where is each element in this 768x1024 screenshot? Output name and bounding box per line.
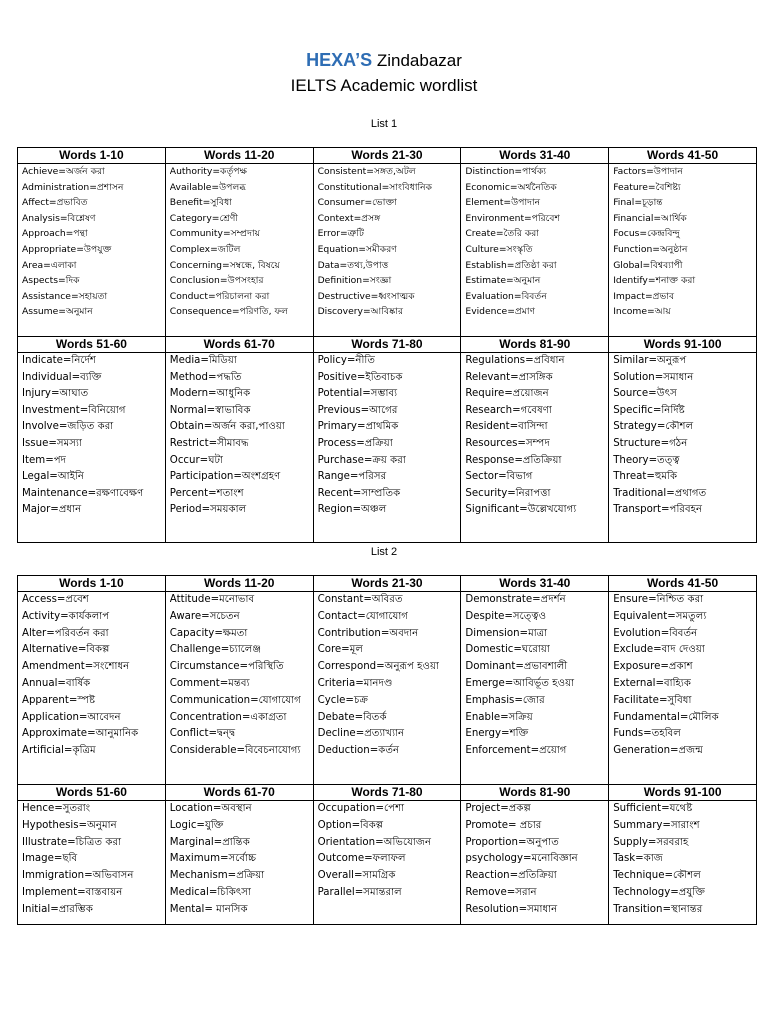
word-entry: Establish=প্রতিষ্ঠা করা: [465, 259, 557, 271]
column-header: Words 41-50: [609, 148, 757, 164]
list-1-table: [17, 147, 757, 543]
word-entry: Conflict=দ্বন্দ্ব: [169, 728, 236, 740]
word-entry: Analysis=বিশ্লেষণ: [22, 212, 96, 224]
word-entry: Outcome=ফলাফল: [317, 853, 406, 865]
word-entry: Maintenance=রক্ষণাবেক্ষণ: [22, 487, 144, 499]
word-entry: Indicate=নির্দেশ: [22, 355, 96, 366]
word-entry: Amendment=সংশোধন: [22, 661, 130, 673]
word-entry: Project=প্রকল্প: [465, 803, 531, 814]
word-entry: Despite=সত্ত্বেও: [465, 610, 547, 622]
word-entry: Dominant=প্রভাবশালী: [465, 661, 568, 673]
list-1-title: List 1: [370, 118, 398, 130]
word-entry: Proportion=অনুপাত: [465, 836, 559, 848]
word-entry: Recent=সাম্প্রতিক: [317, 487, 401, 499]
column-header: Words 71-80: [313, 785, 461, 801]
word-entry: Policy=নীতি: [317, 355, 375, 366]
word-entry: Emphasis=জোর: [465, 694, 545, 706]
word-entry: Involve=জড়িত করা: [22, 421, 114, 433]
word-entry: Security=নিরাপত্তা: [465, 487, 551, 499]
word-entry: Debate=বিতর্ক: [317, 711, 387, 723]
word-entry: Evidence=প্রমাণ: [465, 306, 536, 318]
word-entry: Emerge=আবির্ভূত হওয়া: [465, 677, 575, 689]
word-entry: Criteria=মানদণ্ড: [317, 677, 393, 689]
word-entry: Economic=অর্থনৈতিক: [465, 181, 557, 193]
list-2-header-row-a: [18, 576, 757, 592]
list-2-title: List 2: [370, 546, 398, 558]
word-entry: Generation=প্রজন্ম: [613, 745, 703, 757]
word-entry: Feature=বৈশিষ্ট্য: [613, 181, 681, 193]
word-entry: Attitude=মনোভাব: [169, 594, 255, 605]
word-entry: Community=সম্প্রদায়: [169, 228, 261, 240]
word-entry: Fundamental=মৌলিক: [613, 711, 719, 723]
word-entry: Major=প্রধান: [22, 504, 82, 516]
word-entry: Region=অঞ্চল: [317, 504, 387, 516]
word-entry: Medical=চিকিৎসা: [169, 886, 251, 898]
word-entry: Constitutional=সাংবিধানিক: [317, 181, 433, 193]
word-entry: Image=ছবি: [22, 853, 78, 865]
word-entry: Artificial=কৃত্রিম: [22, 745, 96, 757]
brand-line: [0, 48, 768, 73]
word-entry: Maximum=সর্বোচ্চ: [169, 853, 257, 865]
word-entry: Constant=অবিরত: [317, 594, 403, 605]
word-cell: [18, 592, 166, 785]
word-cell: [461, 353, 609, 543]
word-cell: [609, 164, 757, 337]
word-entry: Structure=গঠন: [613, 437, 688, 449]
word-cell: [165, 592, 313, 785]
word-entry: Similar=অনুরূপ: [613, 355, 687, 366]
word-entry: Theory=তত্ত্ব: [613, 454, 680, 466]
word-cell: [313, 592, 461, 785]
word-entry: Enforcement=প্রয়োগ: [465, 745, 567, 757]
word-entry: Core=মূল: [317, 644, 363, 656]
word-cell: [165, 801, 313, 925]
word-entry: Assume=অনুমান: [22, 306, 93, 318]
word-entry: Potential=সম্ভাব্য: [317, 388, 398, 400]
word-entry: Definition=সংজ্ঞা: [317, 275, 392, 287]
word-cell: [18, 353, 166, 543]
word-entry: Data=তথ্য,উপাত্ত: [317, 259, 389, 271]
word-entry: Authority=কর্তৃপক্ষ: [169, 166, 248, 177]
word-entry: Occur=ঘটা: [169, 454, 223, 466]
word-entry: Available=উপলব্ধ: [169, 181, 246, 193]
word-entry: Previous=আগের: [317, 404, 398, 416]
word-entry: Appropriate=উপযুক্ত: [22, 243, 112, 255]
word-entry: Solution=সমাধান: [613, 371, 694, 383]
word-entry: Circumstance=পরিস্থিতি: [169, 661, 284, 673]
word-entry: Demonstrate=প্রদর্শন: [465, 594, 566, 605]
word-entry: Modern=আধুনিক: [169, 388, 251, 400]
word-entry: Decline=প্রত্যাখ্যান: [317, 728, 405, 740]
word-entry: Annual=বার্ষিক: [22, 677, 91, 689]
word-entry: Location=অবস্থান: [169, 803, 252, 814]
word-entry: Implement=বাস্তবায়ন: [22, 886, 123, 898]
word-entry: Resources=সম্পদ: [465, 437, 550, 449]
word-entry: Consistent=সঙ্গত,অটল: [317, 166, 416, 177]
word-entry: Transition=স্থানান্তর: [613, 903, 703, 915]
word-entry: Participation=অংশগ্রহণ: [169, 471, 281, 483]
word-entry: Culture=সংস্কৃতি: [465, 243, 533, 255]
word-entry: Exposure=প্রকাশ: [613, 661, 693, 673]
word-entry: Challenge=চ্যালেঞ্জ: [169, 644, 262, 656]
column-header: Words 11-20: [165, 576, 313, 592]
word-cell: [609, 353, 757, 543]
word-entry: Purchase=ক্রয় করা: [317, 454, 406, 466]
word-entry: Financial=আর্থিক: [613, 212, 687, 224]
word-entry: Resolution=সমাধান: [465, 903, 558, 915]
word-entry: Approximate=আনুমানিক: [22, 728, 139, 740]
word-entry: Remove=সরান: [465, 886, 537, 898]
page-header: [0, 48, 768, 99]
column-header: Words 21-30: [313, 148, 461, 164]
word-entry: Overall=সামগ্রিক: [317, 870, 396, 882]
word-entry: Impact=প্রভাব: [613, 290, 675, 302]
word-entry: Facilitate=সুবিধা: [613, 694, 692, 706]
column-header: Words 91-100: [609, 785, 757, 801]
word-entry: Resident=বাসিন্দা: [465, 421, 548, 433]
word-entry: Initial=প্রারম্ভিক: [22, 903, 93, 915]
word-entry: Equivalent=সমতুল্য: [613, 610, 707, 622]
word-entry: Mechanism=প্রক্রিয়া: [169, 870, 265, 882]
word-entry: Sector=বিভাগ: [465, 471, 533, 483]
brand-name: HEXA’S: [306, 50, 373, 70]
column-header: Words 61-70: [165, 337, 313, 353]
word-entry: Process=প্রক্রিয়া: [317, 437, 393, 449]
word-cell: [461, 592, 609, 785]
word-entry: Achieve=অর্জন করা: [22, 166, 105, 177]
word-entry: Access=প্রবেশ: [22, 594, 89, 605]
word-entry: Equation=সমীকরণ: [317, 243, 397, 255]
word-cell: [461, 164, 609, 337]
word-entry: Sufficient=যথেষ্ট: [613, 803, 693, 814]
word-entry: Environment=পরিবেশ: [465, 212, 560, 224]
word-cell: [609, 592, 757, 785]
word-entry: Require=প্রয়োজন: [465, 388, 549, 400]
word-entry: Occupation=পেশা: [317, 803, 405, 814]
word-entry: Mental= মানসিক: [169, 903, 248, 915]
word-entry: Aspects=দিক: [22, 275, 80, 287]
word-entry: Discovery=আবিষ্কার: [317, 306, 403, 318]
list-1-header-row-a: [18, 148, 757, 164]
word-entry: Administration=প্রশাসন: [22, 181, 124, 193]
column-header: Words 21-30: [313, 576, 461, 592]
word-entry: Task=কাজ: [613, 853, 663, 865]
word-entry: Concerning=সম্বন্ধে, বিষয়ে: [169, 259, 280, 271]
word-entry: Error=ত্রুটি: [317, 228, 364, 240]
word-entry: Alter=পরিবর্তন করা: [22, 627, 109, 639]
word-entry: Factors=উপাদান: [613, 166, 683, 177]
column-header: Words 51-60: [18, 337, 166, 353]
word-entry: Exclude=বাদ দেওয়া: [613, 644, 705, 656]
column-header: Words 91-100: [609, 337, 757, 353]
word-entry: Consequence=পরিণতি, ফল: [169, 306, 289, 318]
column-header: Words 51-60: [18, 785, 166, 801]
word-entry: Normal=স্বাভাবিক: [169, 404, 251, 416]
column-header: Words 11-20: [165, 148, 313, 164]
word-entry: Assistance=সহায়তা: [22, 290, 108, 302]
word-entry: Option=বিকল্প: [317, 819, 384, 831]
list-2-header-row-b: [18, 785, 757, 801]
word-entry: Orientation=অভিযোজন: [317, 836, 432, 848]
word-entry: Illustrate=চিত্রিত করা: [22, 836, 122, 848]
word-entry: Identify=শনাক্ত করা: [613, 275, 696, 287]
word-entry: Obtain=অর্জন করা,পাওয়া: [169, 421, 285, 433]
word-entry: Conduct=পরিচালনা করা: [169, 290, 270, 302]
word-entry: Benefit=সুবিধা: [169, 197, 232, 209]
word-entry: Promote= প্রচার: [465, 819, 542, 831]
word-entry: Funds=তহবিল: [613, 728, 681, 740]
column-header: Words 81-90: [461, 337, 609, 353]
word-cell: [165, 353, 313, 543]
word-entry: Threat=হুমকি: [613, 471, 678, 483]
word-entry: Final=চূড়ান্ত: [613, 197, 663, 209]
word-entry: Evolution=বিবর্তন: [613, 627, 698, 639]
list-2-words-row-b: [18, 801, 757, 925]
word-entry: Estimate=অনুমান: [465, 275, 541, 287]
word-entry: Conclusion=উপসংহার: [169, 275, 264, 287]
word-entry: Significant=উল্লেখযোগ্য: [465, 504, 577, 516]
word-entry: Capacity=ক্ষমতা: [169, 627, 248, 639]
word-entry: Method=পদ্ধতি: [169, 371, 242, 383]
column-header: Words 1-10: [18, 148, 166, 164]
word-entry: Technique=কৌশল: [613, 870, 701, 882]
word-entry: Hence=সুতরাং: [22, 803, 91, 814]
word-entry: Research=গবেষণা: [465, 404, 552, 416]
word-entry: Consumer=ভোক্তা: [317, 197, 397, 209]
word-entry: Reaction=প্রতিক্রিয়া: [465, 870, 557, 882]
word-entry: Hypothesis=অনুমান: [22, 819, 117, 831]
word-cell: [18, 164, 166, 337]
word-entry: Evaluation=বিবর্তন: [465, 290, 547, 302]
word-entry: Immigration=অভিবাসন: [22, 870, 134, 882]
word-entry: Function=অনুষ্ঠান: [613, 243, 688, 255]
word-entry: Comment=মন্তব্য: [169, 677, 250, 689]
word-entry: Activity=কার্যকলাপ: [22, 610, 110, 622]
word-entry: Application=আবেদন: [22, 711, 121, 723]
word-cell: [165, 164, 313, 337]
word-entry: External=বাহ্যিক: [613, 677, 691, 689]
list-2-words-row-a: [18, 592, 757, 785]
word-entry: Considerable=বিবেচনাযোগ্য: [169, 745, 301, 757]
word-entry: Restrict=সীমাবদ্ধ: [169, 437, 249, 449]
word-entry: Logic=যুক্তি: [169, 819, 224, 831]
word-entry: Response=প্রতিক্রিয়া: [465, 454, 562, 466]
list-1-words-row-a: [18, 164, 757, 337]
word-entry: Regulations=প্রবিধান: [465, 355, 565, 366]
word-entry: Injury=আঘাত: [22, 388, 89, 400]
word-entry: Area=এলাকা: [22, 259, 77, 271]
word-entry: Income=আয়: [613, 306, 671, 318]
word-entry: Apparent=স্পষ্ট: [22, 694, 96, 706]
word-entry: Technology=প্রযুক্তি: [613, 886, 706, 898]
word-entry: Alternative=বিকল্প: [22, 644, 110, 656]
word-entry: Primary=প্রাথমিক: [317, 421, 399, 433]
word-entry: Contribution=অবদান: [317, 627, 419, 639]
word-entry: Aware=সচেতন: [169, 610, 240, 622]
column-header: Words 1-10: [18, 576, 166, 592]
word-entry: Issue=সমস্যা: [22, 437, 82, 449]
word-entry: Range=পরিসর: [317, 471, 387, 483]
word-entry: Affect=প্রভাবিত: [22, 197, 88, 209]
word-entry: Enable=সক্রিয়: [465, 711, 533, 723]
word-cell: [18, 801, 166, 925]
word-entry: Marginal=প্রান্তিক: [169, 836, 250, 848]
page-title: IELTS Academic wordlist: [290, 76, 478, 95]
column-header: Words 31-40: [461, 576, 609, 592]
list-1-header-row-b: [18, 337, 757, 353]
word-entry: Percent=শতাংশ: [169, 487, 244, 499]
word-entry: Cycle=চক্র: [317, 694, 368, 706]
word-entry: Create=তৈরি করা: [465, 228, 539, 240]
word-entry: Transport=পরিবহন: [613, 504, 703, 516]
word-entry: Destructive=ধ্বংসাত্মক: [317, 290, 415, 302]
word-entry: Period=সময়কাল: [169, 504, 247, 516]
word-entry: psychology=মনোবিজ্ঞান: [465, 853, 578, 865]
word-entry: Parallel=সমান্তরাল: [317, 886, 402, 898]
column-header: Words 81-90: [461, 785, 609, 801]
word-entry: Element=উপাদান: [465, 197, 541, 209]
word-entry: Contact=যোগাযোগ: [317, 610, 408, 622]
word-entry: Global=বিশ্বব্যাপী: [613, 259, 683, 271]
column-header: Words 31-40: [461, 148, 609, 164]
word-cell: [609, 801, 757, 925]
word-entry: Relevant=প্রাসঙ্গিক: [465, 371, 553, 383]
word-entry: Investment=বিনিয়োগ: [22, 404, 126, 416]
list-1-words-row-b: [18, 353, 757, 543]
word-entry: Source=উৎস: [613, 388, 677, 400]
word-entry: Domestic=ঘরোয়া: [465, 644, 550, 656]
column-header: Words 61-70: [165, 785, 313, 801]
word-entry: Category=শ্রেণী: [169, 212, 239, 224]
word-entry: Communication=যোগাযোগ: [169, 694, 301, 706]
brand-location: Zindabazar: [376, 51, 462, 70]
word-entry: Ensure=নিশ্চিত করা: [613, 594, 704, 605]
word-cell: [313, 353, 461, 543]
word-entry: Individual=ব্যক্তি: [22, 371, 102, 383]
word-entry: Complex=জটিল: [169, 243, 241, 255]
word-entry: Correspond=অনুরূপ হওয়া: [317, 661, 439, 673]
word-entry: Summary=সারাংশ: [613, 819, 700, 831]
word-entry: Concentration=একাগ্রতা: [169, 711, 287, 723]
word-entry: Energy=শক্তি: [465, 728, 529, 740]
word-entry: Context=প্রসঙ্গ: [317, 212, 381, 224]
word-entry: Approach=পন্থা: [22, 228, 88, 240]
word-entry: Traditional=প্রথাগত: [613, 487, 707, 499]
word-entry: Focus=কেন্দ্রবিন্দু: [613, 228, 680, 240]
word-entry: Legal=আইনি: [22, 471, 85, 483]
column-header: Words 41-50: [609, 576, 757, 592]
word-entry: Supply=সরবরাহ: [613, 836, 689, 848]
word-entry: Positive=ইতিবাচক: [317, 371, 403, 383]
word-entry: Strategy=কৌশল: [613, 421, 694, 433]
list-2-table: [17, 575, 757, 925]
word-entry: Dimension=মাত্রা: [465, 627, 548, 639]
column-header: Words 71-80: [313, 337, 461, 353]
word-cell: [313, 164, 461, 337]
word-entry: Item=পদ: [22, 454, 66, 466]
word-entry: Distinction=পার্থক্য: [465, 166, 547, 177]
word-cell: [313, 801, 461, 925]
word-cell: [461, 801, 609, 925]
word-entry: Media=মিডিয়া: [169, 355, 237, 366]
word-entry: Deduction=কর্তন: [317, 745, 400, 757]
word-entry: Specific=নির্দিষ্ট: [613, 404, 685, 416]
